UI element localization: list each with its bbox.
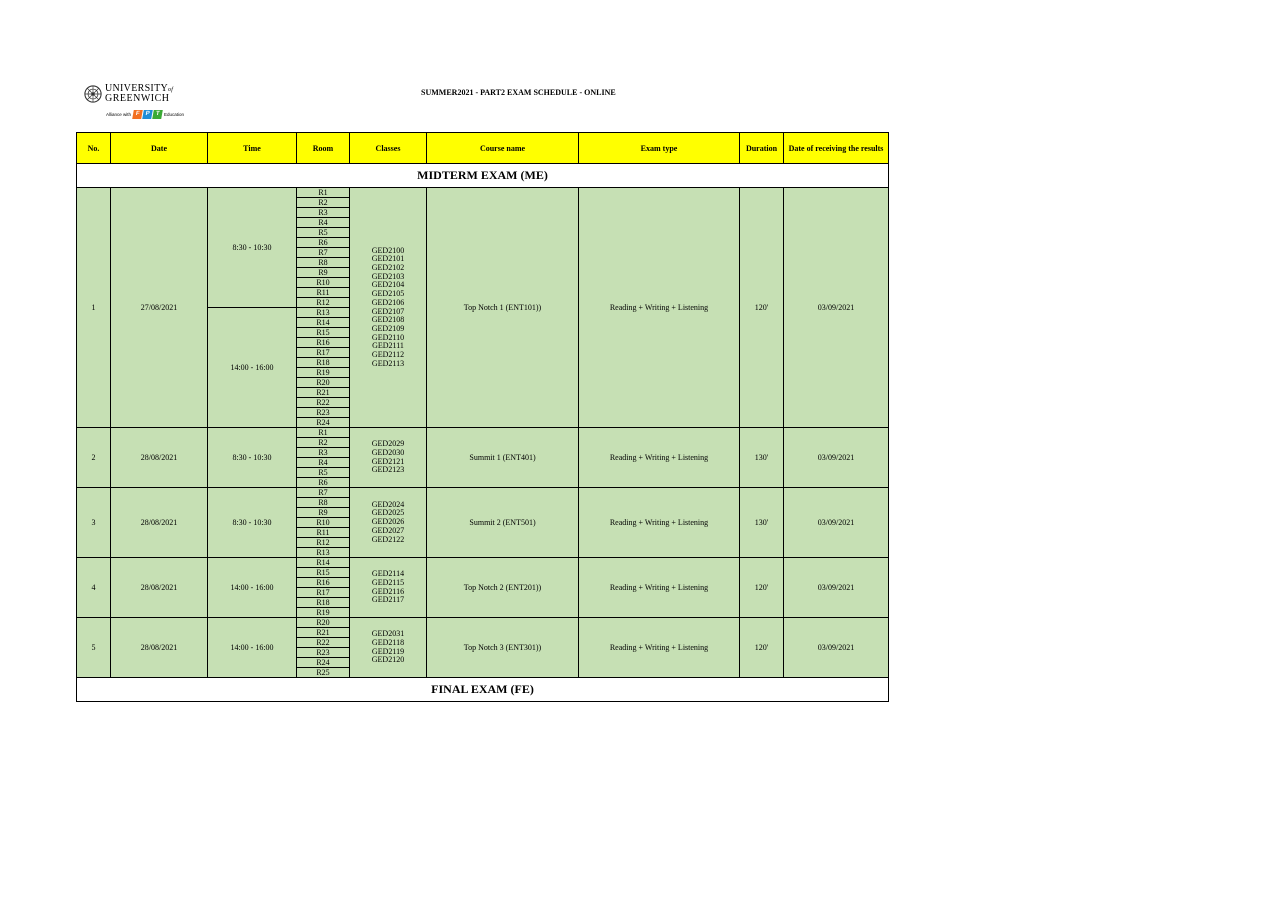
cell-room: R23 xyxy=(297,408,350,418)
cell-time: 8:30 - 10:30 xyxy=(208,188,297,308)
class-code: GED2107 xyxy=(371,306,405,316)
fpt-logo xyxy=(133,110,162,119)
cell-classes xyxy=(350,558,427,618)
cell-room: R10 xyxy=(297,278,350,288)
class-code: GED2027 xyxy=(371,525,405,535)
cell-classes xyxy=(350,188,427,428)
alliance-line: Alliance with F P T Education xyxy=(106,111,185,117)
cell-room: R14 xyxy=(297,318,350,328)
cell-room: R24 xyxy=(297,658,350,668)
cell-room: R17 xyxy=(297,588,350,598)
cell-room: R15 xyxy=(297,328,350,338)
cell-room: R3 xyxy=(297,448,350,458)
col-room-header: Room xyxy=(297,133,350,164)
class-code: GED2103 xyxy=(371,271,405,281)
col-no-header: No. xyxy=(77,133,111,164)
cell-results-date: 03/09/2021 xyxy=(784,618,889,678)
cell-results-date: 03/09/2021 xyxy=(784,188,889,428)
class-code: GED2115 xyxy=(371,577,405,587)
cell-duration: 120' xyxy=(740,558,784,618)
midterm-section-title: MIDTERM EXAM (ME) xyxy=(77,164,889,188)
cell-course: Top Notch 2 (ENT201)) xyxy=(427,558,579,618)
cell-room: R5 xyxy=(297,228,350,238)
cell-room: R10 xyxy=(297,518,350,528)
class-code: GED2024 xyxy=(371,499,405,509)
col-time-header: Time xyxy=(208,133,297,164)
cell-room: R6 xyxy=(297,478,350,488)
cell-duration: 120' xyxy=(740,188,784,428)
final-section-title-row xyxy=(77,678,889,702)
fpt-letter: F xyxy=(132,110,143,119)
cell-room: R4 xyxy=(297,218,350,228)
cell-room: R12 xyxy=(297,538,350,548)
cell-date: 28/08/2021 xyxy=(111,558,208,618)
cell-classes xyxy=(350,618,427,678)
class-code: GED2104 xyxy=(371,280,405,290)
cell-room: R16 xyxy=(297,338,350,348)
cell-course: Top Notch 3 (ENT301)) xyxy=(427,618,579,678)
final-section-title: FINAL EXAM (FE) xyxy=(77,678,889,702)
cell-room: R5 xyxy=(297,468,350,478)
cell-room: R11 xyxy=(297,528,350,538)
cell-room: R21 xyxy=(297,628,350,638)
class-code: GED2116 xyxy=(371,586,405,596)
cell-duration: 130' xyxy=(740,428,784,488)
cell-room: R24 xyxy=(297,418,350,428)
cell-room: R22 xyxy=(297,638,350,648)
page-title: SUMMER2021 - PART2 EXAM SCHEDULE - ONLINE xyxy=(421,88,616,97)
class-code: GED2111 xyxy=(372,341,404,351)
cell-no: 4 xyxy=(77,558,111,618)
cell-room: R23 xyxy=(297,648,350,658)
class-code: GED2108 xyxy=(371,315,405,325)
cell-no: 2 xyxy=(77,428,111,488)
table-row xyxy=(77,488,889,498)
cell-time: 8:30 - 10:30 xyxy=(208,428,297,488)
class-code: GED2123 xyxy=(371,465,405,475)
cell-room: R17 xyxy=(297,348,350,358)
table-row xyxy=(77,188,889,198)
cell-room: R22 xyxy=(297,398,350,408)
cell-results-date: 03/09/2021 xyxy=(784,558,889,618)
class-code: GED2113 xyxy=(371,358,405,368)
cell-room: R20 xyxy=(297,378,350,388)
class-code: GED2031 xyxy=(371,629,405,639)
class-code: GED2117 xyxy=(371,595,405,605)
col-date-header: Date xyxy=(111,133,208,164)
class-code: GED2101 xyxy=(371,254,405,264)
cell-room: R1 xyxy=(297,428,350,438)
table-row xyxy=(77,428,889,438)
cell-exam-type: Reading + Writing + Listening xyxy=(579,188,740,428)
university-seal-icon xyxy=(84,85,102,103)
cell-room: R1 xyxy=(297,188,350,198)
class-code: GED2112 xyxy=(371,350,405,360)
cell-results-date: 03/09/2021 xyxy=(784,488,889,558)
col-duration-header: Duration xyxy=(740,133,784,164)
cell-room: R14 xyxy=(297,558,350,568)
class-code: GED2025 xyxy=(371,508,405,518)
cell-room: R7 xyxy=(297,248,350,258)
cell-course: Top Notch 1 (ENT101)) xyxy=(427,188,579,428)
exam-schedule-table xyxy=(76,132,889,702)
col-course-header: Course name xyxy=(427,133,579,164)
class-code: GED2106 xyxy=(371,297,405,307)
cell-duration: 130' xyxy=(740,488,784,558)
cell-room: R16 xyxy=(297,578,350,588)
logo-line1: UNIVERSITYof xyxy=(105,83,174,94)
cell-room: R9 xyxy=(297,268,350,278)
cell-time: 8:30 - 10:30 xyxy=(208,488,297,558)
cell-time: 14:00 - 16:00 xyxy=(208,308,297,428)
col-exam-type-header: Exam type xyxy=(579,133,740,164)
table-header-row xyxy=(77,133,889,164)
col-results-date-header: Date of receiving the results xyxy=(784,133,889,164)
class-code: GED2100 xyxy=(371,245,405,255)
cell-room: R8 xyxy=(297,498,350,508)
cell-room: R18 xyxy=(297,598,350,608)
class-code: GED2121 xyxy=(371,456,405,466)
cell-time: 14:00 - 16:00 xyxy=(208,558,297,618)
class-code: GED2026 xyxy=(371,517,405,527)
cell-room: R19 xyxy=(297,608,350,618)
cell-room: R19 xyxy=(297,368,350,378)
cell-room: R9 xyxy=(297,508,350,518)
cell-room: R6 xyxy=(297,238,350,248)
cell-room: R8 xyxy=(297,258,350,268)
cell-date: 27/08/2021 xyxy=(111,188,208,428)
cell-room: R21 xyxy=(297,388,350,398)
logo-line2: GREENWICH xyxy=(105,93,170,104)
cell-room: R11 xyxy=(297,288,350,298)
class-code: GED2102 xyxy=(371,262,405,272)
class-code: GED2109 xyxy=(371,323,405,333)
cell-room: R2 xyxy=(297,438,350,448)
cell-room: R7 xyxy=(297,488,350,498)
cell-exam-type: Reading + Writing + Listening xyxy=(579,488,740,558)
cell-date: 28/08/2021 xyxy=(111,488,208,558)
class-code: GED2029 xyxy=(371,439,405,449)
cell-room: R18 xyxy=(297,358,350,368)
class-code: GED2120 xyxy=(371,655,405,665)
fpt-letter: P xyxy=(142,110,153,119)
university-logo xyxy=(84,84,184,122)
cell-time: 14:00 - 16:00 xyxy=(208,618,297,678)
cell-room: R13 xyxy=(297,308,350,318)
cell-room: R2 xyxy=(297,198,350,208)
class-code: GED2122 xyxy=(371,534,405,544)
fpt-letter: T xyxy=(152,110,163,119)
cell-results-date: 03/09/2021 xyxy=(784,428,889,488)
cell-room: R20 xyxy=(297,618,350,628)
cell-exam-type: Reading + Writing + Listening xyxy=(579,558,740,618)
cell-exam-type: Reading + Writing + Listening xyxy=(579,428,740,488)
class-code: GED2030 xyxy=(371,447,405,457)
cell-no: 3 xyxy=(77,488,111,558)
cell-course: Summit 1 (ENT401) xyxy=(427,428,579,488)
class-code: GED2114 xyxy=(371,569,405,579)
class-code: GED2119 xyxy=(371,646,405,656)
class-code: GED2118 xyxy=(371,637,405,647)
col-classes-header: Classes xyxy=(350,133,427,164)
cell-no: 1 xyxy=(77,188,111,428)
class-code: GED2110 xyxy=(371,332,405,342)
cell-room: R15 xyxy=(297,568,350,578)
cell-course: Summit 2 (ENT501) xyxy=(427,488,579,558)
cell-classes xyxy=(350,428,427,488)
cell-room: R13 xyxy=(297,548,350,558)
cell-room: R3 xyxy=(297,208,350,218)
cell-exam-type: Reading + Writing + Listening xyxy=(579,618,740,678)
cell-date: 28/08/2021 xyxy=(111,618,208,678)
table-row xyxy=(77,618,889,628)
cell-room: R12 xyxy=(297,298,350,308)
cell-classes xyxy=(350,488,427,558)
cell-date: 28/08/2021 xyxy=(111,428,208,488)
table-row xyxy=(77,558,889,568)
cell-room: R4 xyxy=(297,458,350,468)
cell-no: 5 xyxy=(77,618,111,678)
midterm-section-title-row xyxy=(77,164,889,188)
class-code: GED2105 xyxy=(371,289,405,299)
cell-room: R25 xyxy=(297,668,350,678)
cell-duration: 120' xyxy=(740,618,784,678)
